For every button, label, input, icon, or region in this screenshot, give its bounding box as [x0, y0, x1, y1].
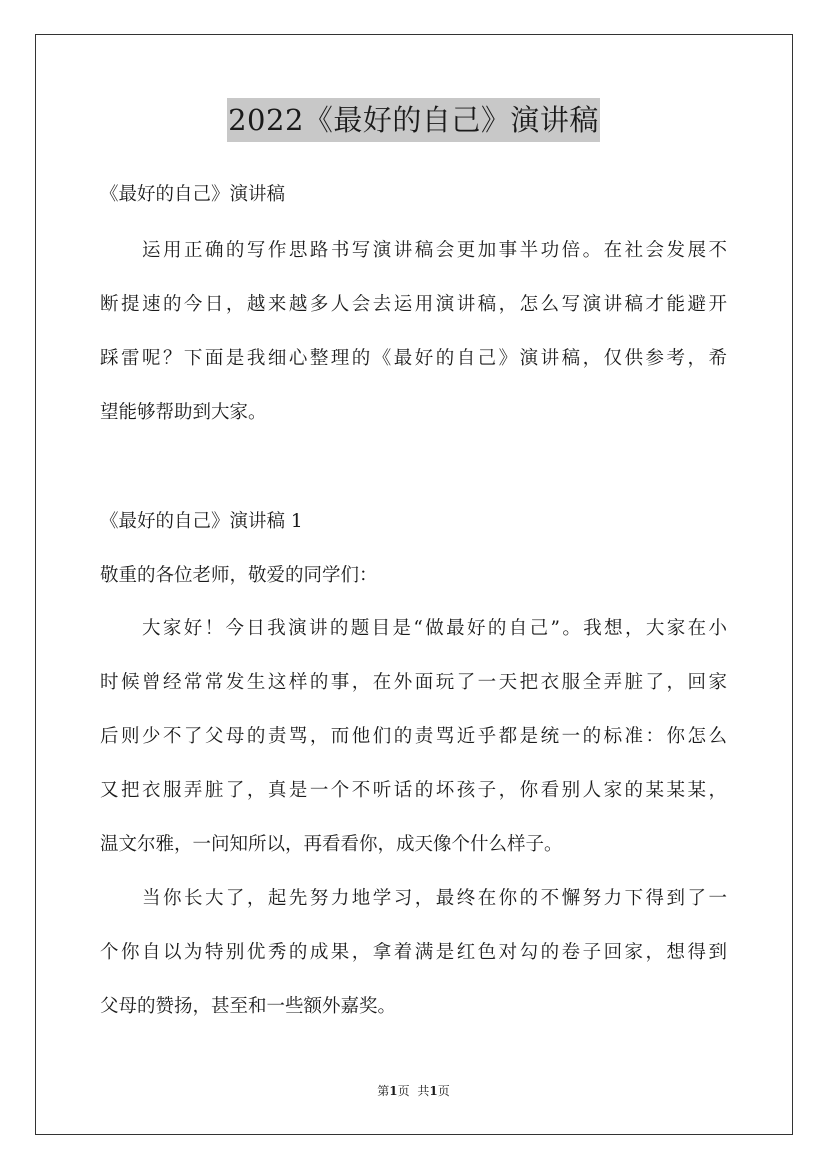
paragraph2-line: 父母的赞扬，甚至和一些额外嘉奖。 — [100, 996, 397, 1017]
section-title: 《最好的自己》演讲稿 1 — [100, 511, 303, 532]
title-container — [0, 98, 827, 142]
document-title: 2022《最好的自己》演讲稿 — [227, 98, 600, 142]
intro-line: 运用正确的写作思路书写演讲稿会更加事半功倍。在社会发展不 — [142, 240, 727, 261]
total-prefix: 共 — [417, 1084, 430, 1098]
page-label-mid: 页 — [397, 1084, 410, 1098]
paragraph2-line: 个你自以为特别优秀的成果，拿着满是红色对勾的卷子回家，想得到 — [100, 942, 727, 963]
paragraph1-line: 时候曾经常常发生这样的事，在外面玩了一天把衣服全弄脏了，回家 — [100, 672, 727, 693]
page-footer — [0, 1082, 827, 1099]
paragraph2-line: 当你长大了，起先努力地学习，最终在你的不懈努力下得到了一 — [142, 888, 727, 909]
paragraph1-line: 大家好！今日我演讲的题目是“做最好的自己”。我想，大家在小 — [142, 618, 727, 639]
intro-line: 望能够帮助到大家。 — [100, 402, 267, 423]
page-label-prefix: 第 — [377, 1084, 390, 1098]
total-pages: 1 — [429, 1084, 438, 1098]
paragraph1-line: 又把衣服弄脏了，真是一个不听话的坏孩子，你看别人家的某某某， — [100, 780, 727, 801]
page-number: 1 — [389, 1084, 398, 1098]
intro-line: 断提速的今日，越来越多人会去运用演讲稿，怎么写演讲稿才能避开 — [100, 294, 727, 315]
subtitle: 《最好的自己》演讲稿 — [100, 184, 286, 205]
greeting: 敬重的各位老师，敬爱的同学们： — [100, 565, 378, 586]
paragraph1-line: 温文尔雅，一问知所以，再看看你，成天像个什么样子。 — [100, 834, 563, 855]
paragraph1-line: 后则少不了父母的责骂，而他们的责骂近乎都是统一的标准：你怎么 — [100, 726, 727, 747]
total-suffix: 页 — [437, 1084, 450, 1098]
intro-line: 踩雷呢？下面是我细心整理的《最好的自己》演讲稿，仅供参考，希 — [100, 348, 727, 369]
